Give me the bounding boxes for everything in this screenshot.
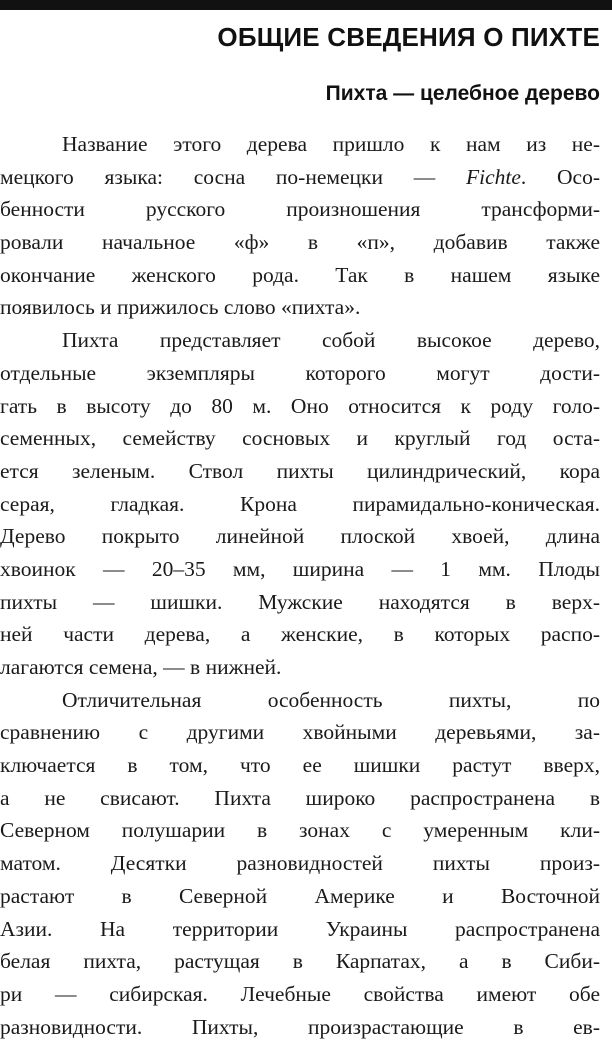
paragraph-1-line: ровали начальное «ф» в «п», добавив также <box>0 230 600 255</box>
paragraph-2-line: ется зеленым. Ствол пихты цилиндрический, кора <box>0 458 600 483</box>
paragraph-1-line: бенности русского произношения трансформи- <box>0 197 600 222</box>
paragraph-3-line: а не свисают. Пихта широко распространена в <box>0 785 600 810</box>
body-text <box>0 128 600 1043</box>
paragraph-3-line: Северном полушарии в зонах с умеренным кли- <box>0 818 600 843</box>
paragraph-2-line: лагаются семена, — в нижней. <box>0 655 282 679</box>
paragraph-3-line: ри — сибирская. Лечебные свойства имеют обе <box>0 981 600 1006</box>
paragraph-3-line: сравнению с другими хвойными деревьями, за- <box>0 720 600 745</box>
paragraph-1-line: Название этого дерева пришло к нам из не- <box>62 132 600 156</box>
paragraph-2-line: хвоинок — 20–35 мм, ширина — 1 мм. Плоды <box>0 556 600 581</box>
paragraph-3-line: разновидности. Пихты, произрастающие в ев- <box>0 1014 600 1039</box>
paragraph-1-line: появилось и прижилось слово «пихта». <box>0 295 361 320</box>
paragraph-3-line: Отличительная особенность пихты, по <box>62 687 600 712</box>
paragraph-2-line: гать в высоту до 80 м. Оно относится к роду голо- <box>0 393 600 418</box>
foreign-word: Fichte <box>465 164 521 189</box>
paragraph-2-line: Пихта представляет собой высокое дерево, <box>62 328 600 353</box>
chapter-title: ОБЩИЕ СВЕДЕНИЯ О ПИХТЕ <box>217 22 600 52</box>
paragraph-3-line: ключается в том, что ее шишки растут вверх, <box>0 753 600 778</box>
paragraph-2-line: пихты — шишки. Мужские находятся в верх- <box>0 589 600 614</box>
section-subtitle: Пихта — целебное дерево <box>325 82 600 105</box>
paragraph-1-line: мецкого языка: сосна по-немецки — Fichte. Осо- <box>0 164 600 189</box>
paragraph-2-line: отдельные экземпляры которого могут дости- <box>0 360 600 385</box>
paragraph-3-line: матом. Десятки разновидностей пихты произ- <box>0 851 600 876</box>
paragraph-1-line: окончание женского рода. Так в нашем языке <box>0 262 600 287</box>
paragraph-2-line: семенных, семейству сосновых и круглый год оста- <box>0 426 600 451</box>
paragraph-3-line: Азии. На территории Украины распространена <box>0 916 600 941</box>
paragraph-2-line: Дерево покрыто линейной плоской хвоей, длина <box>0 524 600 549</box>
paragraph-3-line: белая пихта, растущая в Карпатах, а в Сиби- <box>0 949 600 974</box>
paragraph-2-line: ней части дерева, а женские, в которых распо- <box>0 622 600 647</box>
paragraph-2-line: серая, гладкая. Крона пирамидально-коническая. <box>0 491 600 516</box>
header-rule <box>0 0 612 10</box>
paragraph-3-line: растают в Северной Америке и Восточной <box>0 883 600 908</box>
